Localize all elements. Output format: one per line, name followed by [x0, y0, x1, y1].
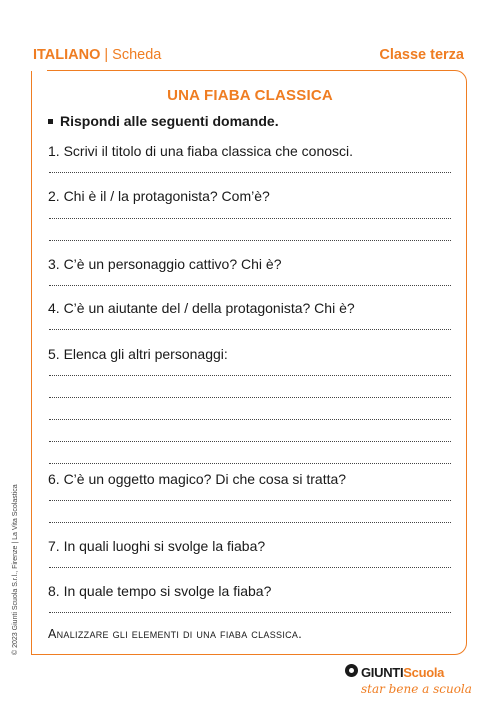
answer-line[interactable] [49, 218, 451, 219]
answer-line[interactable] [49, 172, 451, 173]
page-title: UNA FIABA CLASSICA [167, 87, 333, 104]
subject-label: ITALIANO [33, 47, 101, 63]
logo-tagline: star bene a scuola [361, 682, 472, 696]
publisher-logo [345, 664, 472, 696]
logo-brand-suffix: Scuola [403, 665, 445, 680]
answer-line[interactable] [49, 419, 451, 420]
instruction [48, 113, 279, 129]
header-separator: | [104, 47, 109, 63]
answer-line[interactable] [49, 500, 451, 501]
question-6: 6. C’è un oggetto magico? Di che cosa si tratta? [48, 471, 347, 487]
sheet-label: Scheda [112, 47, 162, 63]
question-3: 3. C’è un personaggio cattivo? Chi è? [48, 256, 282, 272]
answer-line[interactable] [49, 567, 451, 568]
question-5: 5. Elenca gli altri personaggi: [48, 346, 228, 362]
question-7: 7. In quali luoghi si svolge la fiaba? [48, 538, 266, 554]
answer-line[interactable] [49, 375, 451, 376]
question-4: 4. C’è un aiutante del / della protagonista? Chi è? [48, 300, 355, 316]
answer-line[interactable] [49, 612, 451, 613]
bullet-icon [48, 119, 53, 124]
answer-line[interactable] [49, 463, 451, 464]
giunti-logo-icon [345, 664, 358, 677]
answer-line[interactable] [49, 285, 451, 286]
question-1: 1. Scrivi il titolo di una fiaba classica che conosci. [48, 143, 354, 159]
question-8: 8. In quale tempo si svolge la fiaba? [48, 583, 272, 599]
learning-objective: Analizzare gli elementi di una fiaba classica. [48, 627, 302, 641]
question-2: 2. Chi è il / la protagonista? Com’è? [48, 188, 270, 204]
answer-line[interactable] [49, 397, 451, 398]
answer-line[interactable] [49, 329, 451, 330]
answer-line[interactable] [49, 522, 451, 523]
answer-line[interactable] [49, 240, 451, 241]
copyright-notice: © 2023 Giunti Scuola S.r.l., Firenze | La Vita Scolastica [12, 484, 19, 655]
answer-line[interactable] [49, 441, 451, 442]
class-label: Classe terza [379, 47, 464, 63]
logo-brand: GIUNTI [361, 665, 404, 680]
instruction-text: Rispondi alle seguenti domande. [60, 113, 279, 129]
header-subject [33, 47, 161, 63]
